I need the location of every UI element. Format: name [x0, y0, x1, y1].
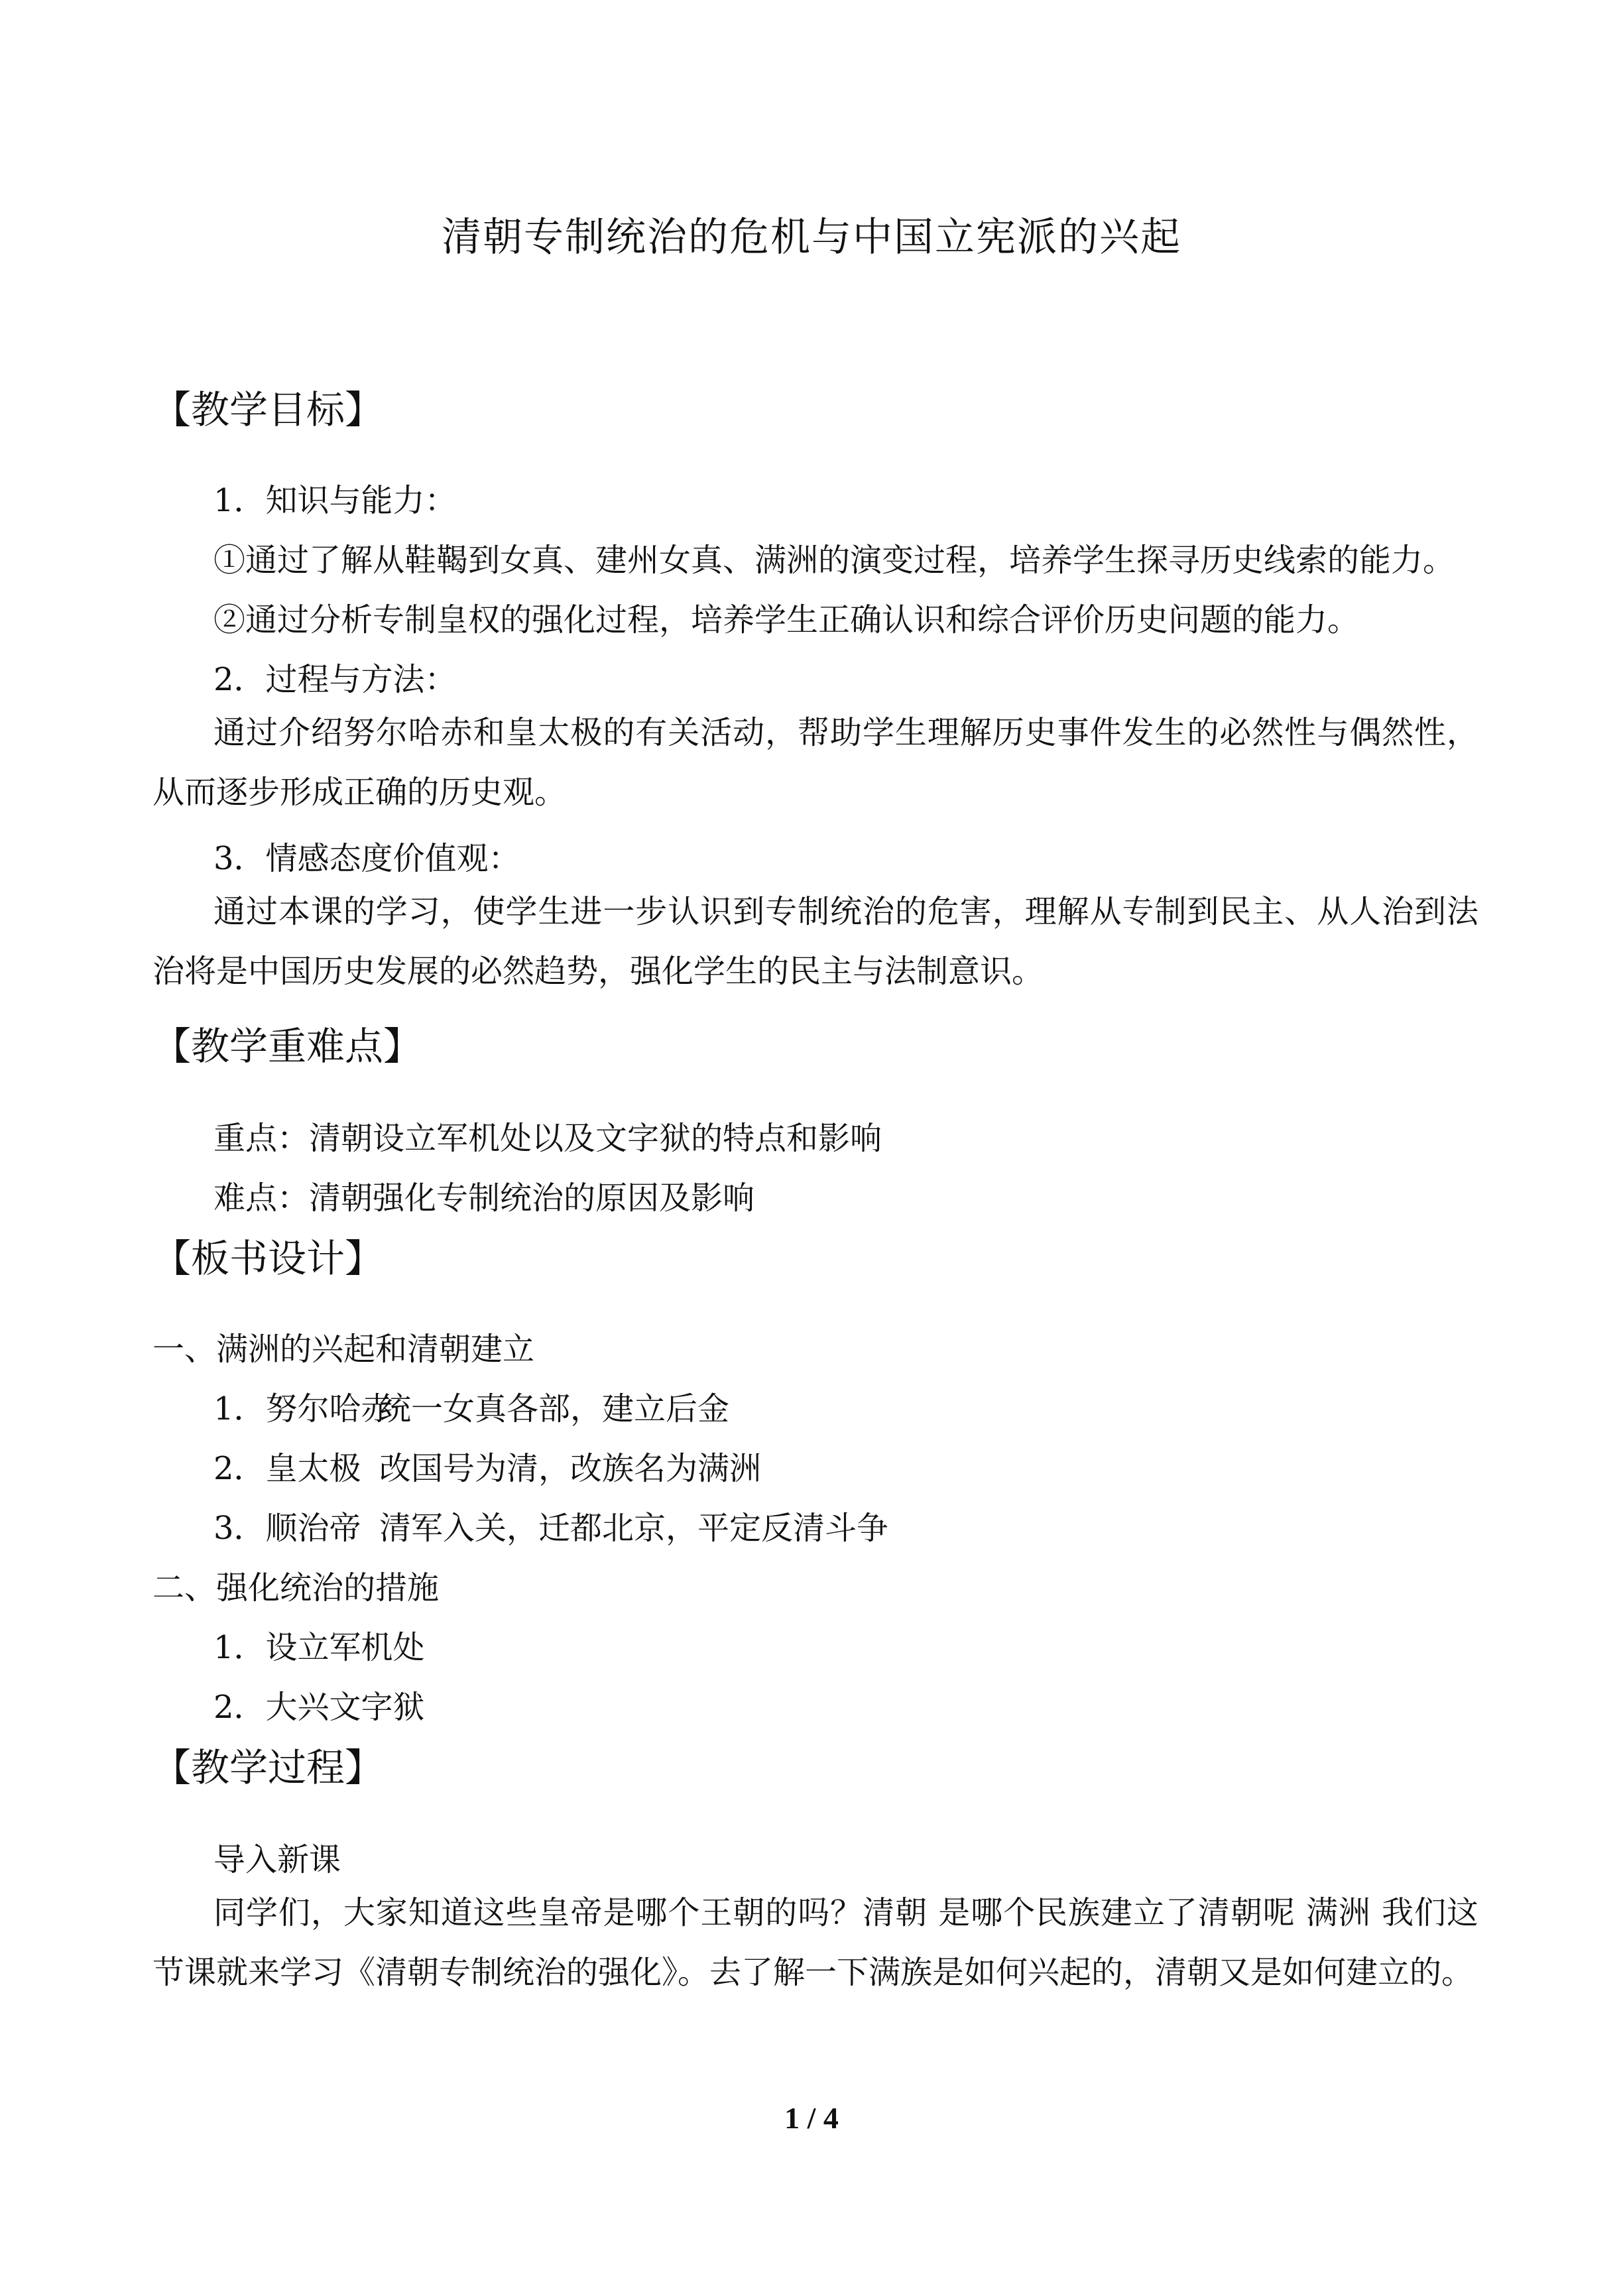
- board-part2-title: 二、强化统治的措施: [152, 1569, 440, 1606]
- objective-method-title: 2．过程与方法：: [213, 661, 457, 698]
- board-item-label: 3．顺治帝: [213, 1510, 361, 1547]
- board-design-heading: 【板书设计】: [152, 1236, 384, 1281]
- board-item-label: 1．努尔哈赤: [213, 1390, 393, 1427]
- board-item-text: 改国号为清，改族名为满洲: [379, 1450, 762, 1487]
- objective-knowledge-point-1: ①通过了解从鞋鞨到女真、建州女真、满洲的演变过程，培养学生探寻历史线索的能力。: [213, 542, 1455, 579]
- board-item-label: 2．皇太极: [213, 1450, 361, 1487]
- intro-title: 导入新课: [213, 1841, 341, 1878]
- page-number: 1 / 4: [784, 2101, 839, 2135]
- key-points-heading: 【教学重难点】: [152, 1024, 422, 1069]
- objectives-heading: 【教学目标】: [152, 387, 384, 432]
- key-point: 重点：清朝设立军机处以及文字狱的特点和影响: [213, 1120, 882, 1157]
- board-item-text: 清军入关，迁都北京，平定反清斗争: [379, 1510, 889, 1547]
- board-part1-item: [213, 1386, 729, 1432]
- board-part1-title: 一、满洲的兴起和清朝建立: [152, 1331, 535, 1368]
- objective-values-text: 通过本课的学习，使学生进一步认识到专制统治的危害，理解从专制到民主、从人治到法治将是中国历史发展的必然趋势，强化学生的民主与法制意识。: [152, 893, 1478, 990]
- intro-text: 同学们，大家知道这些皇帝是哪个王朝的吗？清朝 是哪个民族建立了清朝呢 满洲 我们这节课就来学习《清朝专制统治的强化》。去了解一下满族是如何兴起的，清朝又是如何建立的。: [152, 1894, 1478, 1991]
- process-heading: 【教学过程】: [152, 1745, 384, 1790]
- objective-knowledge-point-2: ②通过分析专制皇权的强化过程，培养学生正确认识和综合评价历史问题的能力。: [213, 601, 1360, 638]
- board-part2-item: 1．设立军机处: [213, 1629, 425, 1666]
- board-part1-item: [213, 1445, 761, 1492]
- objective-knowledge-title: 1．知识与能力：: [213, 482, 457, 519]
- difficult-point: 难点：清朝强化专制统治的原因及影响: [213, 1179, 755, 1217]
- board-item-text: 统一女真各部，建立后金: [379, 1390, 730, 1427]
- objective-method-text: 通过介绍努尔哈赤和皇太极的有关活动，帮助学生理解历史事件发生的必然性与偶然性，从而逐步形成正确的历史观。: [152, 714, 1478, 811]
- objective-values-title: 3．情感态度价值观：: [213, 840, 520, 877]
- board-part1-item: [213, 1505, 888, 1551]
- board-part2-item: 2．大兴文字狱: [213, 1689, 425, 1726]
- document-title: 清朝专制统治的危机与中国立宪派的兴起: [442, 214, 1181, 261]
